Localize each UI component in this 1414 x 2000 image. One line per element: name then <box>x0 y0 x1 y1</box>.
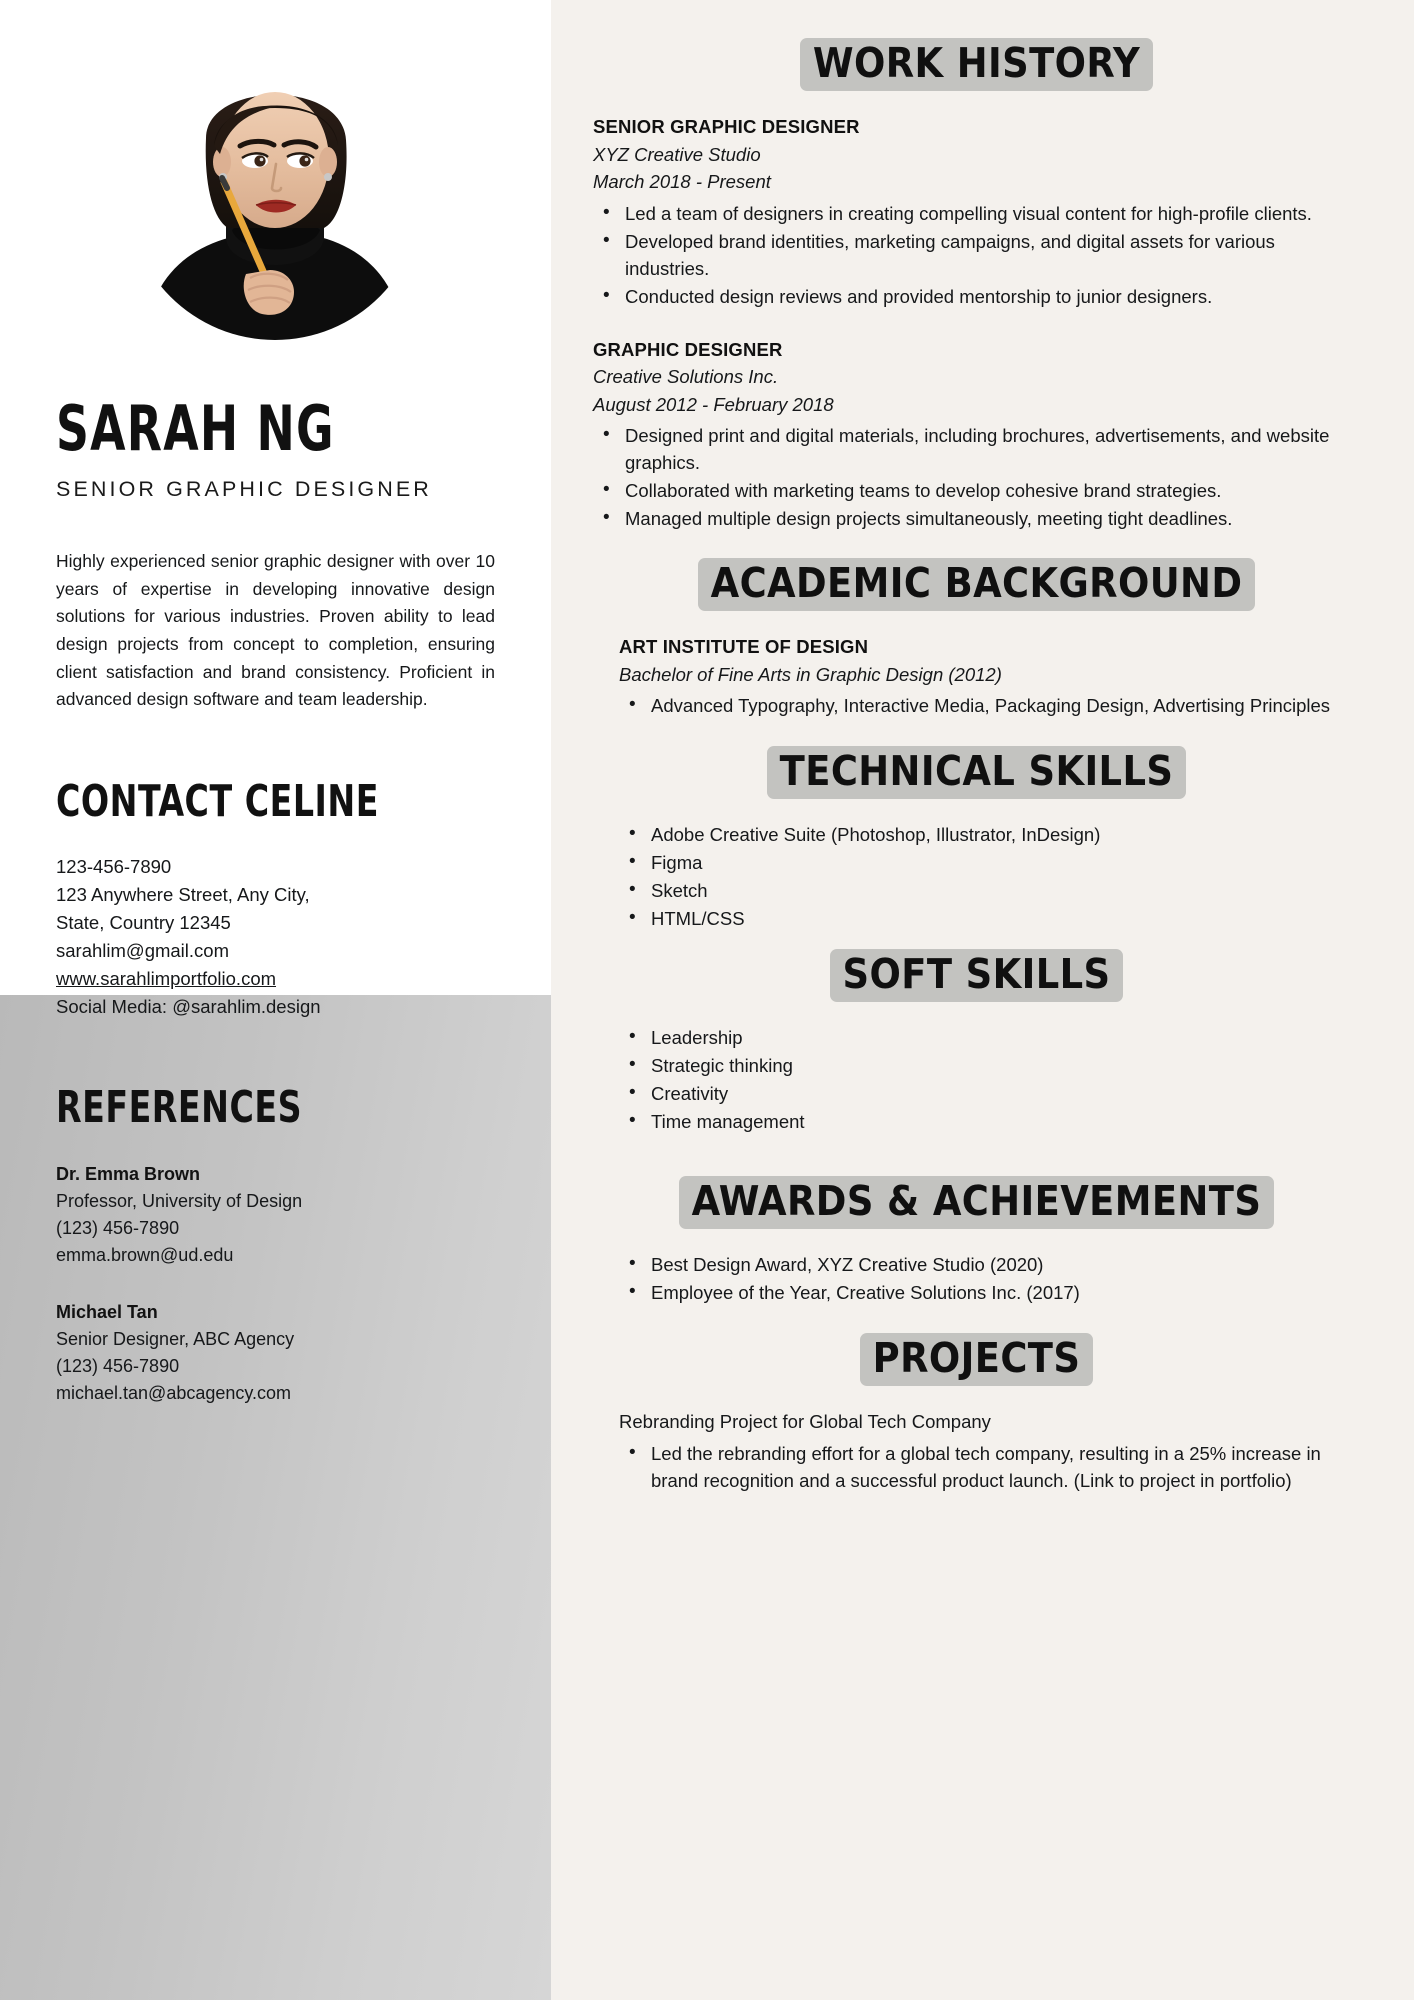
reference-title: Professor, University of Design <box>56 1190 303 1211</box>
references-list <box>56 1161 495 1407</box>
list-item: • HTML/CSS <box>619 905 1360 932</box>
job-company: Creative Solutions Inc. <box>593 366 779 388</box>
reference-name: Dr. Emma Brown <box>56 1163 201 1184</box>
job-entry <box>593 336 1360 533</box>
list-item: • Led a team of designers in creating compelling visual content for high-profile clients. <box>593 200 1360 227</box>
job-bullets <box>593 200 1360 310</box>
list-item: • Conducted design reviews and provided mentorship to junior designers. <box>593 283 1360 310</box>
project-title: Rebranding Project for Global Tech Company <box>619 1411 991 1433</box>
reference-title: Senior Designer, ABC Agency <box>56 1328 295 1349</box>
list-item: • Leadership <box>619 1024 1360 1051</box>
academic-body <box>593 633 1360 719</box>
work-history-body <box>593 113 1360 532</box>
references-section <box>56 1022 495 1407</box>
list-item: • Managed multiple design projects simultaneously, meeting tight deadlines. <box>593 505 1360 532</box>
references-heading: REFERENCES <box>56 1081 303 1133</box>
contact-social: Social Media: @sarahlim.design <box>56 996 321 1018</box>
list-item: • Advanced Typography, Interactive Media, Packaging Design, Advertising Principles <box>619 692 1360 719</box>
list-item: • Developed brand identities, marketing campaigns, and digital assets for various industries. <box>593 228 1360 282</box>
degree-name: Bachelor of Fine Arts in Graphic Design (2012) <box>619 663 1002 685</box>
school-name: ART INSTITUTE OF DESIGN <box>619 636 869 657</box>
soft-skills-section <box>593 949 1360 1002</box>
portrait-photo <box>128 42 423 342</box>
list-item: • Figma <box>619 849 1360 876</box>
profile-role: SENIOR GRAPHIC DESIGNER <box>56 477 432 502</box>
technical-skills-body <box>593 821 1360 932</box>
soft-skills-heading: SOFT SKILLS <box>830 949 1124 1002</box>
job-company: XYZ Creative Studio <box>593 143 761 165</box>
profile-summary: Highly experienced senior graphic designer with over 10 years of expertise in developing innovative design solutions for various industries. Proven ability to lead design projects from concept to completion, ensuring client satisfaction and brand consistency. Proficient in advanced design software and team leadership. <box>56 551 495 710</box>
technical-skills-list <box>619 821 1360 932</box>
list-item: • Best Design Award, XYZ Creative Studio (2020) <box>619 1251 1360 1278</box>
awards-body <box>593 1251 1360 1306</box>
contact-email[interactable]: sarahlim@gmail.com <box>56 940 229 962</box>
soft-skills-list <box>619 1024 1360 1135</box>
contact-address-line-2: State, Country 12345 <box>56 912 231 934</box>
academic-heading: ACADEMIC BACKGROUND <box>698 558 1256 611</box>
job-title: SENIOR GRAPHIC DESIGNER <box>593 116 860 137</box>
job-bullets <box>593 422 1360 532</box>
contact-address-line-1: 123 Anywhere Street, Any City, <box>56 884 310 906</box>
reference-email[interactable]: emma.brown@ud.edu <box>56 1244 234 1265</box>
list-item: • Creativity <box>619 1080 1360 1107</box>
list-item: • Time management <box>619 1108 1360 1135</box>
academic-section <box>593 558 1360 611</box>
contact-heading: CONTACT CELINE <box>56 775 379 827</box>
reference-phone[interactable]: (123) 456-7890 <box>56 1217 180 1238</box>
awards-list <box>619 1251 1360 1306</box>
portrait-illustration <box>128 42 423 342</box>
list-item: • Led the rebranding effort for a global tech company, resulting in a 25% increase in brand recognition and a successful product launch. (Link to project in portfolio) <box>619 1440 1360 1494</box>
reference-item <box>56 1299 495 1407</box>
awards-heading: AWARDS & ACHIEVEMENTS <box>679 1176 1275 1229</box>
work-history-section <box>593 38 1360 91</box>
list-item: • Adobe Creative Suite (Photoshop, Illustrator, InDesign) <box>619 821 1360 848</box>
academic-bullets <box>619 692 1360 719</box>
contact-website-link[interactable]: www.sarahlimportfolio.com <box>56 968 277 990</box>
contact-details <box>56 853 495 1022</box>
job-dates: August 2012 - February 2018 <box>593 393 834 415</box>
page-title: SARAH NG <box>56 392 335 465</box>
projects-heading: PROJECTS <box>860 1333 1094 1386</box>
soft-skills-body <box>593 1024 1360 1135</box>
main-content <box>551 0 1414 2000</box>
job-dates: March 2018 - Present <box>593 171 771 193</box>
left-content <box>0 42 551 1407</box>
job-title: GRAPHIC DESIGNER <box>593 338 783 360</box>
list-item: • Employee of the Year, Creative Solutions Inc. (2017) <box>619 1279 1360 1306</box>
list-item: • Collaborated with marketing teams to develop cohesive brand strategies. <box>593 477 1360 504</box>
awards-section <box>593 1176 1360 1229</box>
contact-section <box>56 714 495 1022</box>
technical-skills-heading: TECHNICAL SKILLS <box>767 746 1187 799</box>
reference-phone[interactable]: (123) 456-7890 <box>56 1355 180 1376</box>
list-item: • Designed print and digital materials, including brochures, advertisements, and website graphics. <box>593 422 1360 476</box>
project-bullets <box>619 1440 1360 1494</box>
technical-skills-section <box>593 746 1360 799</box>
work-history-heading: WORK HISTORY <box>800 38 1153 91</box>
projects-section <box>593 1333 1360 1386</box>
contact-phone[interactable]: 123-456-7890 <box>56 855 172 877</box>
reference-item <box>56 1161 495 1269</box>
list-item: • Sketch <box>619 877 1360 904</box>
list-item: • Strategic thinking <box>619 1052 1360 1079</box>
job-entry <box>593 113 1360 310</box>
projects-body <box>593 1408 1360 1494</box>
reference-email[interactable]: michael.tan@abcagency.com <box>56 1382 292 1403</box>
reference-name: Michael Tan <box>56 1301 158 1322</box>
left-sidebar <box>0 0 551 2000</box>
